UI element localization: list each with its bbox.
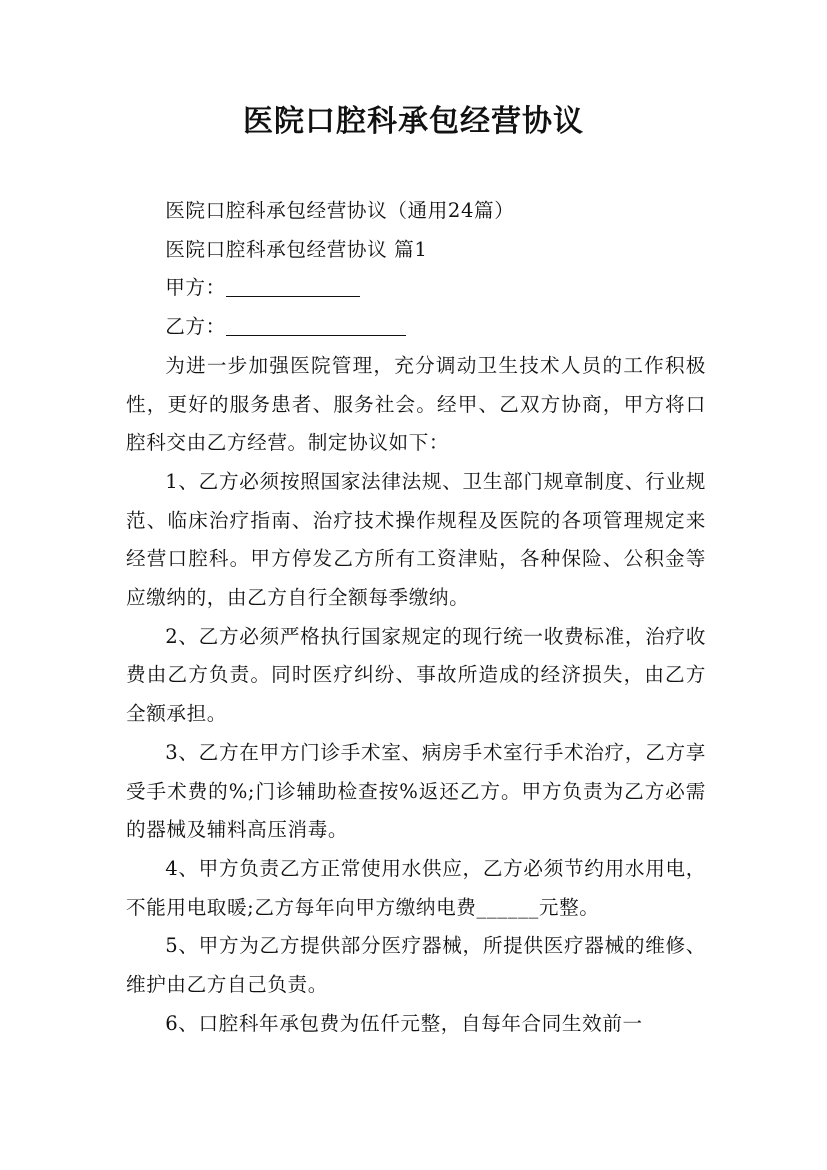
document-title: 医院口腔科承包经营协议 (243, 104, 584, 139)
party-a-blank (226, 277, 360, 298)
clause-5: 5、甲方为乙方提供部分医疗器械，所提供医疗器械的维修、维护由乙方自己负责。 (126, 934, 706, 997)
intro-paragraph: 为进一步加强医院管理，充分调动卫生技术人员的工作积极性，更好的服务患者、服务社会。经甲、乙双方协商，甲方将口腔科交由乙方经营。制定协议如下： (126, 353, 706, 455)
document-body (126, 192, 706, 1043)
clause-6: 6、口腔科年承包费为伍仟元整，自每年合同生效前一 (165, 1011, 643, 1035)
party-b-label: 乙方： (165, 315, 226, 339)
clause-3: 3、乙方在甲方门诊手术室、病房手术室行手术治疗，乙方享受手术费的%;门诊辅助检查按%返还乙方。甲方负责为乙方必需的器械及辅料高压消毒。 (126, 740, 706, 842)
party-a-line (126, 269, 706, 308)
section-heading: 医院口腔科承包经营协议 篇1 (165, 237, 428, 261)
clause-2: 2、乙方必须严格执行国家规定的现行统一收费标准，治疗收费由乙方负责。同时医疗纠纷、事故所造成的经济损失，由乙方全额承担。 (126, 624, 706, 726)
clause-4: 4、甲方负责乙方正常使用水供应，乙方必须节约用水用电，不能用电取暖;乙方每年向甲方缴纳电费______元整。 (126, 856, 706, 919)
party-a-label: 甲方： (165, 276, 226, 300)
clause-1: 1、乙方必须按照国家法律法规、卫生部门规章制度、行业规范、临床治疗指南、治疗技术操作规程及医院的各项管理规定来经营口腔科。甲方停发乙方所有工资津贴，各种保险、公积金等应缴纳的，由乙方自行全额每季缴纳。 (126, 469, 706, 610)
party-b-line (126, 308, 706, 347)
party-b-blank (226, 316, 406, 337)
subtitle: 医院口腔科承包经营协议（通用24篇） (165, 199, 515, 222)
